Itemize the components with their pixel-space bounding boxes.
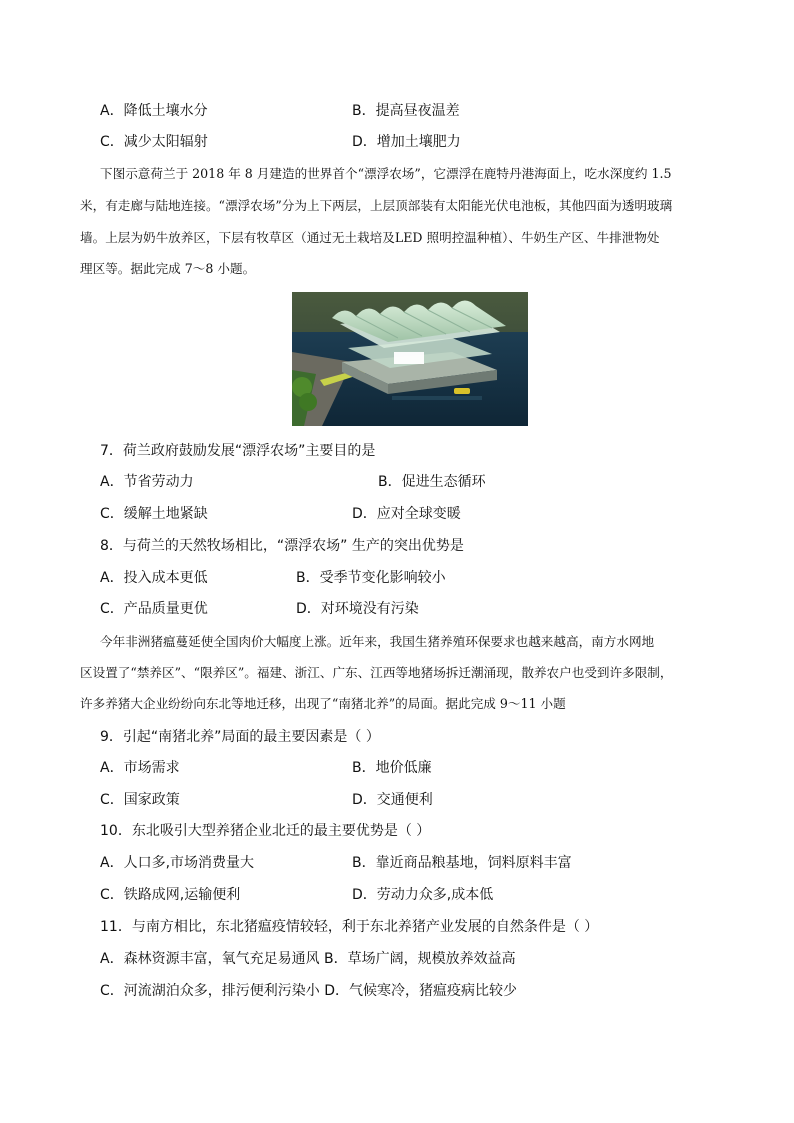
passage1-line-4: 理区等。据此完成 7～8 小题。 [80,261,256,276]
q8-option-d: D．对环境没有污染 [296,601,419,617]
q7-option-c: C．缓解土地紧缺 [100,506,208,522]
q11-options-cd: C．河流湖泊众多，排污便利污染小 D．气候寒冷，猪瘟疫病比较少 [100,983,518,999]
q10-option-a: A．人口多,市场消费量大 [100,855,255,871]
q6-option-c: C．减少太阳辐射 [100,134,208,150]
passage1-line-1: 下图示意荷兰于 2018 年 8 月建造的世界首个“漂浮农场”，它漂浮在鹿特丹港海面上，吃水深度约 1.5 [100,166,672,181]
floating-farm-illustration [292,292,528,426]
passage2-line-2: 区设置了“禁养区”、“限养区”。福建、浙江、广东、江西等地猪场拆迁潮涌现，散养农户也受到许多限制， [80,665,673,680]
q7-option-d: D．应对全球变暖 [352,506,461,522]
q6-option-d: D．增加土壤肥力 [352,134,461,150]
passage1-line-3: 墙。上层为奶牛放养区，下层有牧草区（通过无土栽培及LED 照明控温种植）、牛奶生产区、牛排泄物处 [80,230,660,245]
passage1-line-2: 米，有走廊与陆地连接。“漂浮农场”分为上下两层，上层顶部装有太阳能光伏电池板，其他四面为透明玻璃 [80,198,673,213]
q8-option-b: B．受季节变化影响较小 [296,570,446,586]
q6-option-b: B．提高昼夜温差 [352,103,460,119]
q8-stem: 8．与荷兰的天然牧场相比，“漂浮农场” 生产的突出优势是 [100,538,464,554]
passage2-line-3: 许多养猪大企业纷纷向东北等地迁移，出现了“南猪北养”的局面。据此完成 9～11 小题 [80,696,566,711]
q8-option-a: A．投入成本更低 [100,570,208,586]
q6-option-a: A．降低土壤水分 [100,103,208,119]
q8-option-c: C．产品质量更优 [100,601,208,617]
q11-options-ab: A．森林资源丰富，氧气充足易通风 B．草场广阔，规模放养效益高 [100,951,516,967]
passage2-line-1: 今年非洲猪瘟蔓延使全国肉价大幅度上涨。近年来，我国生猪养殖环保要求也越来越高，南方水网地 [100,634,655,649]
q11-stem: 11．与南方相比，东北猪瘟疫情较轻，利于东北养猪产业发展的自然条件是（ ） [100,919,599,935]
q9-option-c: C．国家政策 [100,792,180,808]
q9-option-a: A．市场需求 [100,760,180,776]
floating-farm-photo [292,292,528,426]
q10-option-b: B．靠近商品粮基地，饲料原料丰富 [352,855,572,871]
q7-stem: 7．荷兰政府鼓励发展“漂浮农场”主要目的是 [100,443,376,459]
q10-option-c: C．铁路成网,运输便利 [100,887,241,903]
q7-option-a: A．节省劳动力 [100,474,194,490]
q10-option-d: D．劳动力众多,成本低 [352,887,494,903]
q9-option-d: D．交通便利 [352,792,433,808]
q9-stem: 9．引起“南猪北养”局面的最主要因素是（ ） [100,729,380,745]
q10-stem: 10．东北吸引大型养猪企业北迁的最主要优势是（ ） [100,823,431,839]
q7-option-b: B．促进生态循环 [378,474,486,490]
q9-option-b: B．地价低廉 [352,760,432,776]
